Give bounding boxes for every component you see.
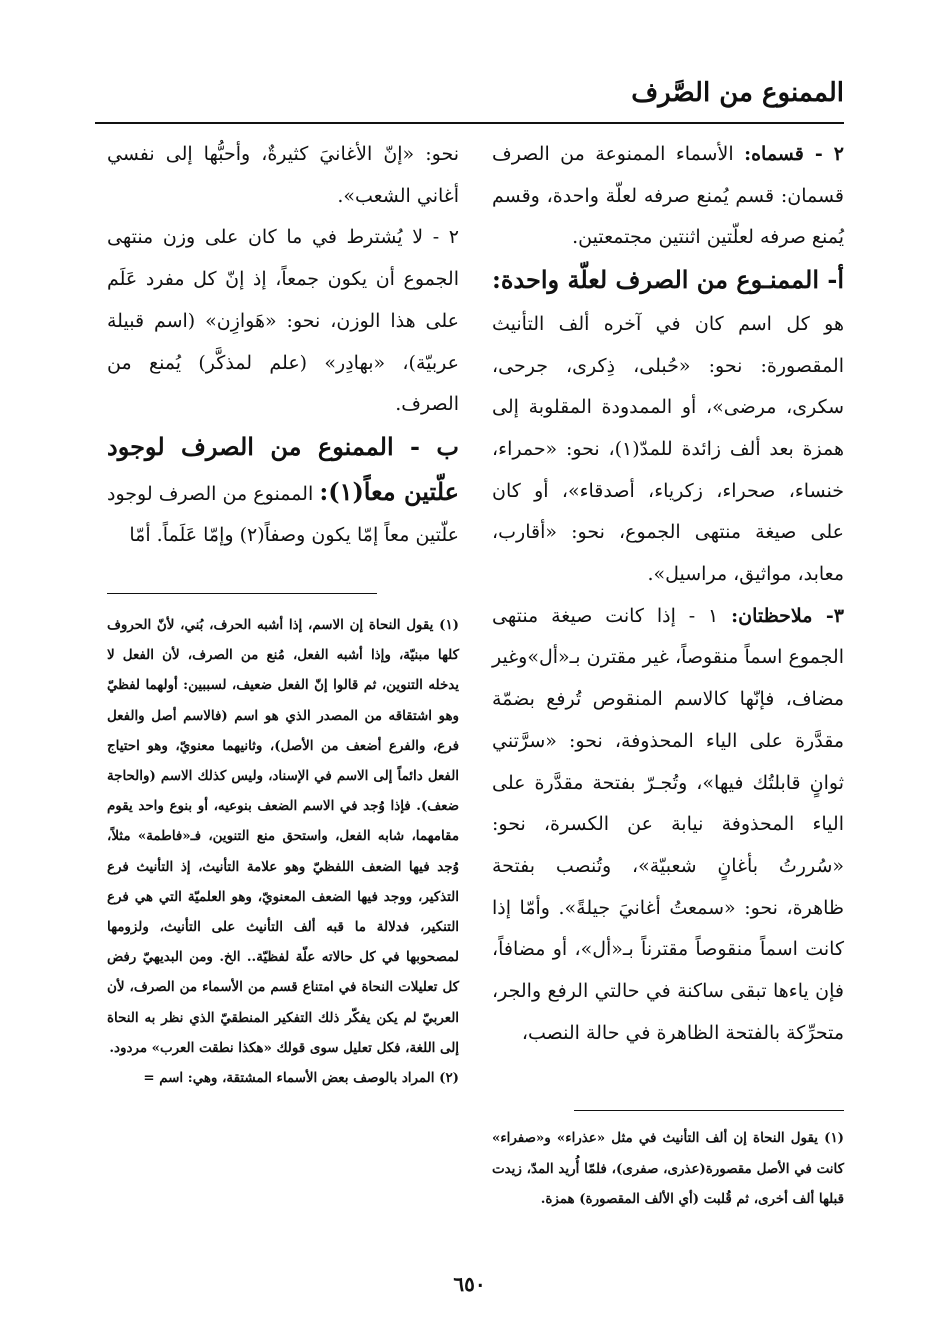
header-rule — [95, 122, 844, 124]
left-footnotes — [107, 593, 459, 1093]
section-b-paragraph — [107, 426, 459, 557]
continuation-paragraph: نحو: «إنّ الأغانيَ كثيرةٌ، وأحبُّها إلى نفسي أغاني الشعب». — [107, 143, 459, 207]
section-3-paragraph — [492, 596, 844, 1055]
right-column — [492, 134, 844, 1214]
running-head: الممنوع من الصَّرف — [631, 78, 844, 108]
section-a-paragraph — [492, 259, 844, 596]
footnote-1: (١) يقول النحاة إن الاسم، إذا أشبه الحرف، بُني، لأنّ الحروف كلها مبنيّة، وإذا أشبه الفعل، مُنع من الصرف، لأن الفعل لا يدخله التنوين، ثم قالوا إنّ الفعل ضعيف، لسببين: أولهما لفظيّ وهو اشتقاقه من المصدر الذي هو اسم (فالاسم أصل والفعل فرع، والفرع أضعف من الأصل)، وثانيهما معنويّ، وهو احتياج الفعل دائماً إلى الاسم في الإسناد، وليس كذلك الاسم (والحاجة ضعف). فإذا وُجد في الاسم الضعف بنوعيه، أو بنوع واحد يقوم مقامهما، شابه الفعل، واستحق منع التنوين، فـ«فاطمة» مثلاً، وُجد فيها الضعف اللفظيّ وهو علامة التأنيث، إذ التأنيث فرع التذكير، ووجد فيها الضعف المعنويّ، وهو العلميّة التي هي فرع التنكير، فدلالة ما قبه ألف التأنيث على التأنيث، ولزومها لمصحوبها في كل حالاته علّة لفظيّة.. الخ. ومن البديهيّ رفض كل تعليلات النحاة في امتناع قسم من الأسماء من الصرف، لأن العربيّ لم يكن يفكّر ذلك التفكير المنطقيّ الذي نظر به النحاة إلى اللغة، فكل تعليل سوى قولك «هكذا نطقت العرب» مردود. — [107, 617, 459, 1056]
note-2-paragraph: ٢ - لا يُشترط في ما كان على وزن منتهى الجموع أن يكون جمعاً، إذ إنّ كل مفرد عَلَم على هذا الوزن، نحو: «هَوازِن» (اسم قبيلة عربيّة)، «بهادِر» (علم لمذكَّر) يُمنع من الصرف. — [107, 226, 459, 416]
left-column-body — [107, 134, 459, 557]
footnote-2: (٢) المراد بالوصف بعض الأسماء المشتقة، وهي: اسم = — [143, 1070, 459, 1087]
section-a-heading: أ- الممنـوع من الصرف لعلّة واحدة: — [492, 265, 844, 295]
footnote-rule — [574, 1110, 844, 1111]
section-b-text: الممنوع من الصرف لوجود علّتين معاً إمّا يكون وصفاً(٢) وإمّا عَلَماً. أمّا — [107, 482, 459, 547]
section-2-paragraph — [492, 134, 844, 259]
section-b-heading: ب - الممنوع من الصرف لوجود علّتين معاً(١): — [107, 431, 459, 506]
right-column-body — [492, 134, 844, 1054]
section-3-label: ٣- ملاحظتان: — [731, 604, 844, 627]
left-column — [107, 134, 459, 1093]
footnote-1: (١) يقول النحاة إن ألف التأنيث في مثل «عذراء» و«صفراء» كانت في الأصل مقصورة(عذرى، صفرى)، فلمّا أُريد المدّ، زيدت قبلها ألف أخرى، ثم قُلبت (أي الألف المقصورة) همزة. — [492, 1130, 844, 1207]
right-footnotes — [492, 1110, 844, 1214]
section-3-text: ١ - إذا كانت صيغة منتهى الجموع اسماً منقوصاً، غير مقترن بـ«أل»وغير مضاف، فإنّها كالاسم المنقوص تُرفع بضمّة مقدَّرة على الياء المحذوفة، نحو: «سرَّتني ثوانٍ قابلتُك فيها»، وتُجـرّ بفتحة مقدَّرة على الياء المحذوفة نيابة عن الكسرة، نحو: «سُررتُ بأغانٍ شعبيّة»، وتُنصب بفتحة ظاهرة، نحو: «سمعتُ أغانيَ جيلةً». وأمّا إذا كانت اسماً منقوصاً مقترناً بـ«أل»، أو مضافاً، فإن ياءها تبقى ساكنة في حالتي الرفع والجر، متحرِّكة بالفتحة الظاهرة في حالة النصب، — [492, 604, 844, 1044]
section-2-label: ٢ - قسماه: — [744, 143, 845, 165]
section-a-text: هو كل اسم كان في آخره ألف التأنيث المقصورة: نحو: «حُبلى، ذِكرى، جرحى، سكرى، مرضى»، أو الممدودة المقلوبة إلى همزة بعد ألف زائدة للمدّ(١)، نحو: «حمراء، خنساء، صحراء، زكرياء، أصدقاء»، أو كان على صيغة منتهى الجموع، نحو: «أقارب، معابد، مواثيق، مراسيل». — [492, 312, 844, 586]
page-number: ٦٥٠ — [453, 1272, 486, 1296]
footnote-rule — [107, 593, 377, 594]
section-2-text: الأسماء الممنوعة من الصرف قسمان: قسم يُمنع صرفه لعلّة واحدة، وقسم يُمنع صرفه لعلّتين اثنتين مجتمعتين. — [492, 143, 844, 249]
